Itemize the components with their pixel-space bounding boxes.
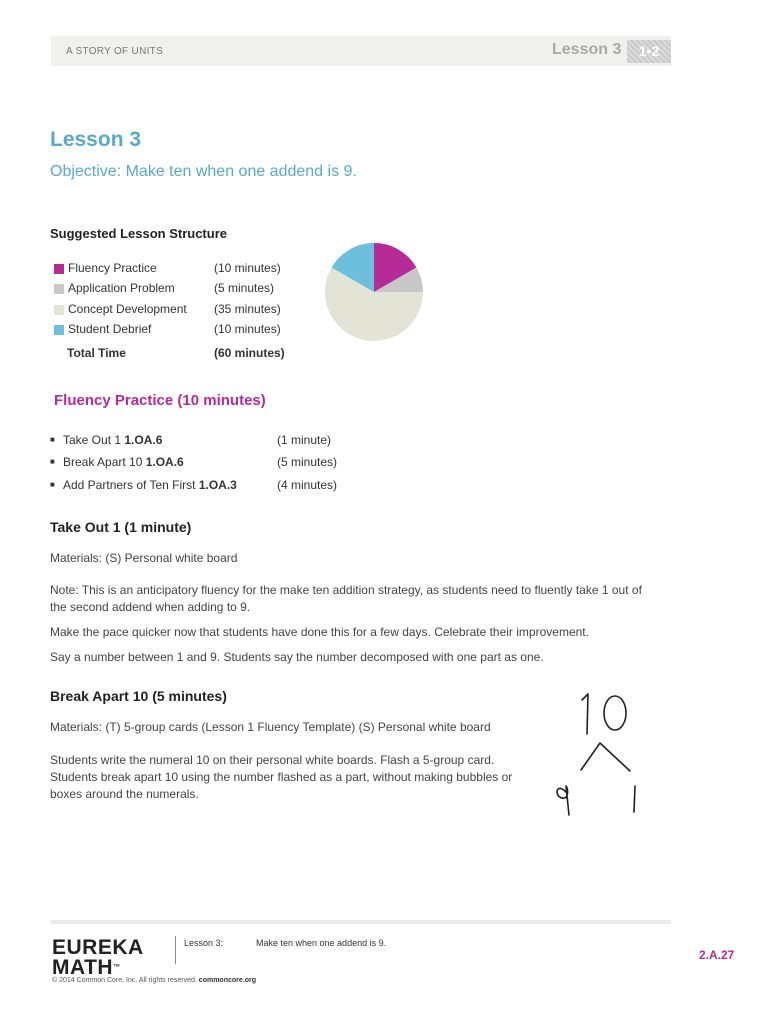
legend-swatch [54, 305, 64, 315]
take-out-note: Note: This is an anticipatory fluency for the make ten addition strategy, as students need to fluently take 1 out of the second addend when adding to 9. [50, 583, 642, 614]
take-out-materials: Materials: (S) Personal white board [50, 551, 238, 565]
structure-time: (35 minutes) [214, 302, 281, 316]
break-apart-materials: Materials: (T) 5-group cards (Lesson 1 Fluency Template) (S) Personal white board [50, 720, 491, 734]
bullet-icon: ■ [50, 480, 55, 489]
header-lesson: Lesson 3 [552, 41, 622, 58]
bullet-icon: ■ [50, 457, 55, 466]
logo-line-2: MATH [52, 956, 114, 979]
structure-label: Application Problem [68, 281, 175, 295]
footer-rule [51, 920, 671, 924]
fluency-item-time: (1 minute) [277, 433, 332, 447]
fluency-item-standard: 1.OA.6 [124, 433, 163, 447]
fluency-item-standard: 1.OA.3 [198, 478, 237, 492]
eureka-math-logo [52, 938, 144, 978]
page-title: Lesson 3 [50, 128, 142, 151]
logo-trademark: ™ [113, 964, 121, 971]
copyright-text: © 2014 Common Core, Inc. All rights reserved. [52, 977, 197, 984]
page-number: 2.A.27 [699, 948, 735, 962]
take-out-paragraph: Make the pace quicker now that students have done this for a few days. Celebrate their improvement. [50, 625, 589, 639]
structure-time: (10 minutes) [214, 261, 281, 275]
take-out-heading: Take Out 1 (1 minute) [50, 519, 192, 535]
series-title: A STORY OF UNITS [66, 46, 164, 57]
take-out-paragraph: Say a number between 1 and 9. Students say the number decomposed with one part as one. [50, 650, 544, 664]
break-apart-paragraph: Students write the numeral 10 on their personal white boards. Flash a 5-group card. Students break apart 10 using the number flashed as a part, without making bubbles or boxes around the numerals. [50, 753, 513, 801]
lesson-objective: Objective: Make ten when one addend is 9. [50, 163, 357, 180]
copyright-site: commoncore.org [198, 977, 256, 984]
legend-swatch [54, 325, 64, 335]
fluency-item-name: Take Out 1 [63, 433, 125, 447]
total-time-value: (60 minutes) [214, 346, 285, 360]
fluency-item-name: Add Partners of Ten First [63, 478, 199, 492]
structure-heading: Suggested Lesson Structure [50, 226, 227, 241]
footer-objective: Make ten when one addend is 9. [256, 938, 387, 948]
legend-swatch [54, 284, 64, 294]
legend-swatch [54, 264, 64, 274]
structure-time: (5 minutes) [214, 281, 275, 295]
fluency-item-name: Break Apart 10 [63, 455, 146, 469]
structure-label: Student Debrief [68, 322, 152, 336]
structure-label: Concept Development [68, 302, 187, 316]
fluency-item-standard: 1.OA.6 [145, 455, 184, 469]
total-time-label: Total Time [67, 346, 126, 360]
handwritten-number-bond-sketch [552, 688, 652, 823]
fluency-item-time: (4 minutes) [277, 478, 338, 492]
structure-label: Fluency Practice [68, 261, 157, 275]
fluency-item-time: (5 minutes) [277, 455, 338, 469]
bullet-icon: ■ [50, 435, 55, 444]
break-apart-heading: Break Apart 10 (5 minutes) [50, 688, 227, 704]
fluency-heading: Fluency Practice (10 minutes) [54, 392, 266, 409]
footer-divider [175, 936, 176, 964]
copyright [52, 977, 256, 984]
lesson-structure-pie [322, 240, 426, 344]
logo-line-1: EUREKA [52, 936, 144, 959]
footer-lesson: Lesson 3: [184, 938, 224, 948]
module-badge: 1•2 [627, 40, 671, 63]
structure-time: (10 minutes) [214, 322, 281, 336]
